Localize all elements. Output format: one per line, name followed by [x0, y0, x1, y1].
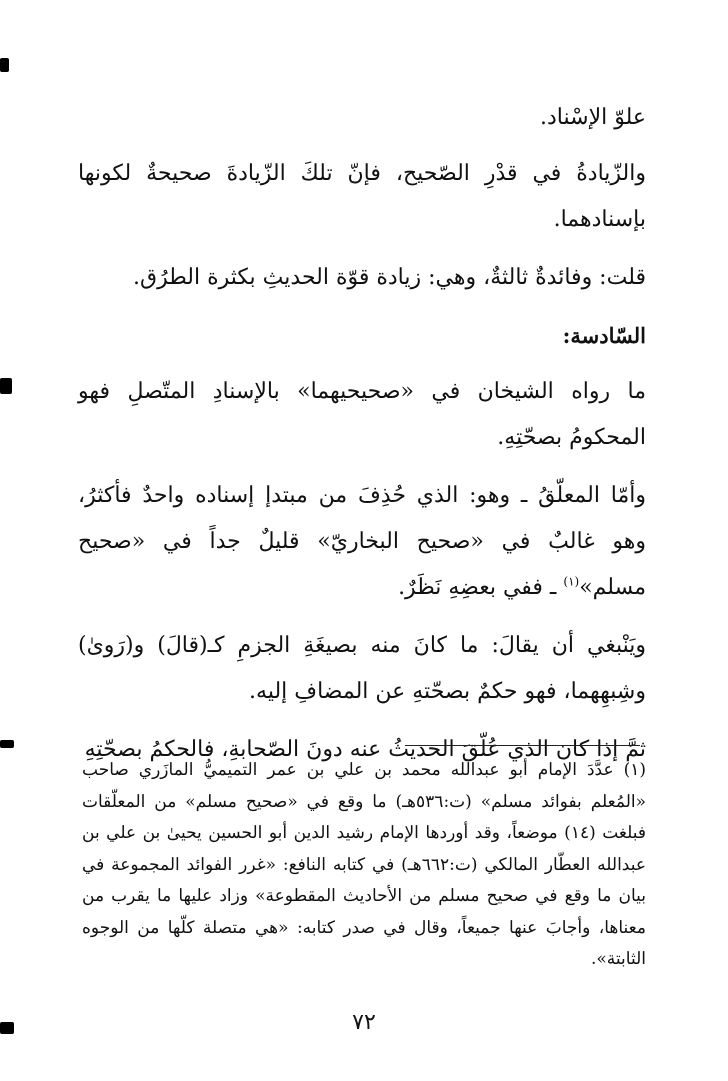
scan-mark-lower — [0, 740, 14, 748]
paragraph-third-benefit: قلت: وفائدةٌ ثالثةٌ، وهي: زيادة قوّة الحديثِ بكثرة الطرُق. — [133, 265, 646, 290]
page-number: ٧٢ — [352, 1010, 376, 1035]
paragraph-shaykhan: ما رواه الشيخان في «صحيحيهما» بالإسنادِ المتّصلِ فهو المحكومُ بصحّتِهِ. — [78, 379, 646, 450]
paragraph-sahaba: ثمَّ إذا كان الذي عُلّقَ الحديثُ عنه دونَ الصّحابةِ، فالحكمُ بصحّتِهِ — [84, 737, 646, 762]
paragraph-isnad: علوّ الإسْناد. — [540, 105, 646, 130]
paragraph-muallaq-end: ـ ففي بعضِهِ نَظَرٌ. — [398, 575, 564, 600]
paragraph-muallaq-text: وأمّا المعلّقُ ـ وهو: الذي حُذِفَ من مبتدإ إسناده واحدٌ فأكثرُ، وهو غالبٌ في «صحيح البخاريّ» قليلٌ جداً في «صحيح مسلم» — [78, 483, 646, 600]
section-heading-sixth: السّادسة: — [562, 323, 646, 348]
footnote-text: (١) عدَّدَ الإمام أبو عبدالله محمد بن علي بن عمر التميميُّ المازَري صاحب «المُعلم بفوائد مسلم» (ت:٥٣٦هـ) ما وقع في «صحيح مسلم» من المعلّقات فبلغت (١٤) موضعاً، وقد أوردها الإمام رشيد الدين أبو الحسين يحيىٰ بن علي بن عبدالله العطّار المالكي (ت:٦٦٢هـ) في كتابه النافع: «غرر الفوائد المجموعة في بيان ما وقع في صحيح مسلم من الأحاديث المقطوعة» وزاد عليها ما يقرب من معناها، وأجابَ عنها جميعاً، وقال في صدر كتابه: «هي متصلة كلّها من الوجوه الثابتة». — [82, 760, 646, 969]
paragraph-jazm: ويَنْبغي أن يقالَ: ما كانَ منه بصيغَةِ الجزمِ كـ(قالَ) و(رَوىٰ) وشِبهِهما، فهو حكمٌ بصحّتهِ عن المضافِ إليه. — [78, 633, 646, 704]
scan-mark-top — [0, 58, 9, 72]
scan-mark-middle — [0, 378, 12, 394]
paragraph-muallaq — [78, 473, 646, 611]
main-text — [78, 95, 646, 773]
footnote — [82, 755, 646, 976]
footnote-reference[interactable]: (١) — [563, 574, 580, 589]
footnote-divider — [405, 745, 640, 746]
paragraph-addition: والزّيادةُ في قدْرِ الصّحيح، فإنّ تلكَ الزّيادةَ صحيحةٌ لكونها بإسنادهما. — [78, 161, 646, 232]
